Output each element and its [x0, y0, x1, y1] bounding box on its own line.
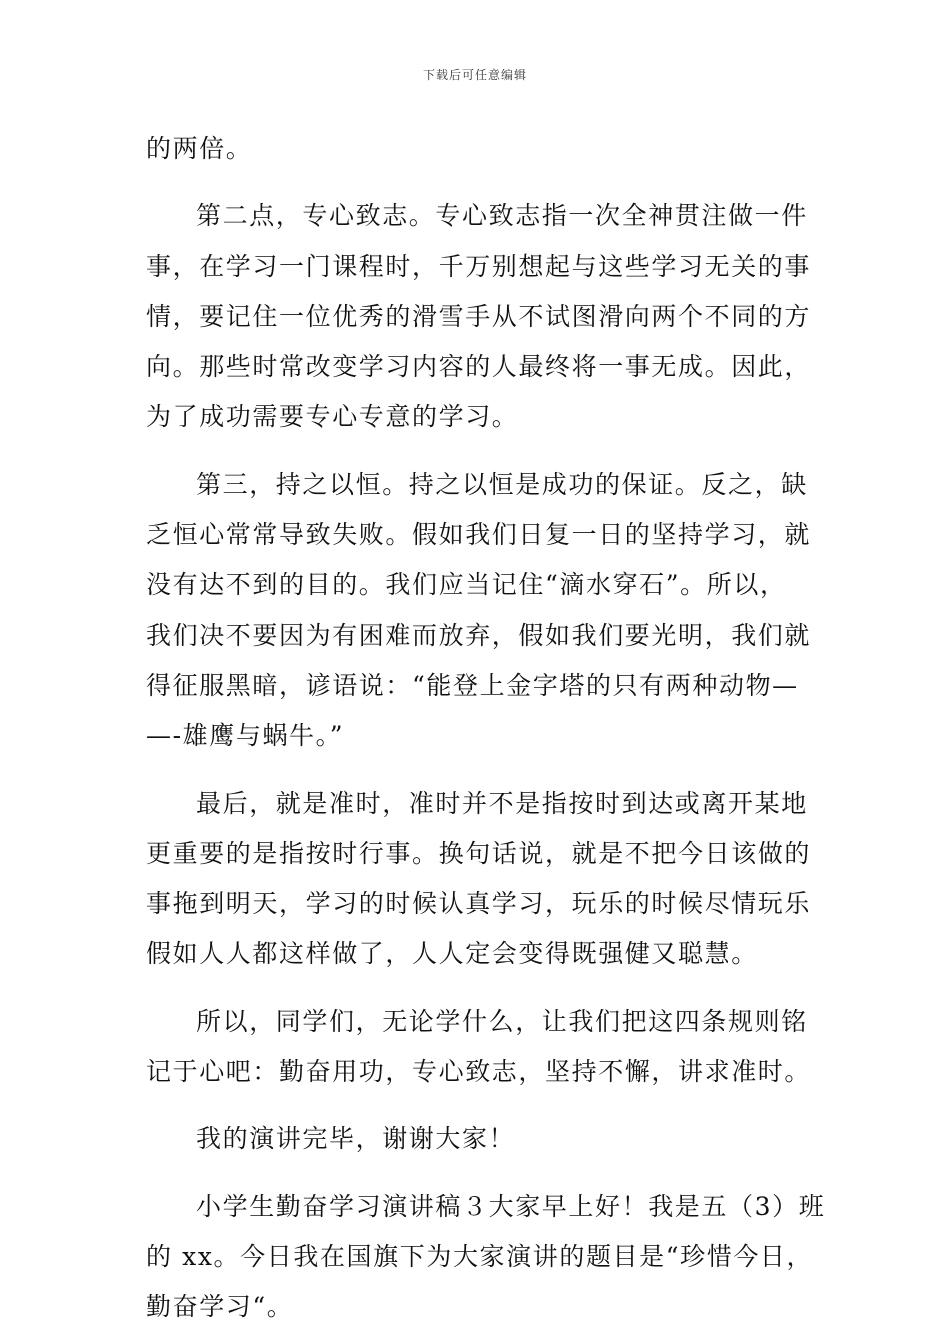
text-line: 更重要的是指按时行事。换句话说，就是不把今日该做的 [146, 838, 812, 868]
text-line: 假如人人都这样做了，人人定会变得既强健又聪慧。 [146, 939, 758, 969]
text-line: 为了成功需要专心专意的学习。 [146, 402, 519, 432]
text-line: 没有达不到的目的。我们应当记住“滴水穿石”。所以， [146, 570, 787, 600]
text-line: 最后，就是准时，准时并不是指按时到达或离开某地 [196, 788, 808, 818]
text-line: 我们决不要因为有困难而放弃，假如我们要光明，我们就 [146, 620, 812, 650]
text-line: 勤奋学习“。 [146, 1292, 294, 1322]
text-line: 向。那些时常改变学习内容的人最终将一事无成。因此， [146, 352, 812, 382]
paragraph [146, 460, 812, 762]
text-line: 的 xx。今日我在国旗下为大家演讲的题目是“珍惜今日， [146, 1241, 814, 1271]
paragraph [146, 1182, 826, 1333]
paragraph [146, 1114, 806, 1164]
text-line: 的两倍。 [146, 134, 253, 163]
paragraph [146, 997, 812, 1098]
text-line: 记于心吧：勤奋用功，专心致志，坚持不懈，讲求准时。 [146, 1057, 812, 1087]
text-line: 情，要记住一位优秀的滑雪手从不试图滑向两个不同的方 [146, 301, 812, 331]
document-body [146, 124, 826, 1333]
paragraph [146, 191, 812, 442]
text-line: 第二点，专心致志。专心致志指一次全神贯注做一件 [196, 201, 808, 231]
text-line: 乏恒心常常导致失败。假如我们日复一日的坚持学习，就 [146, 520, 812, 550]
text-line: 我的演讲完毕，谢谢大家！ [196, 1124, 516, 1154]
text-line: 小学生勤奋学习演讲稿３大家早上好！我是五（3）班 [196, 1191, 826, 1221]
text-line: 事拖到明天，学习的时候认真学习，玩乐的时候尽情玩乐 [146, 889, 812, 919]
text-line: —-雄鹰与蜗牛。” [146, 721, 345, 751]
paragraph [146, 779, 812, 980]
paragraph [146, 124, 806, 174]
text-line: 第三，持之以恒。持之以恒是成功的保证。反之，缺 [196, 469, 808, 499]
text-line: 所以，同学们，无论学什么，让我们把这四条规则铭 [196, 1006, 808, 1036]
page-header: 下载后可任意编辑 [422, 68, 527, 82]
text-line: 事，在学习一门课程时，千万别想起与这些学习无关的事 [146, 251, 812, 281]
text-line: 得征服黑暗，谚语说：“能登上金字塔的只有两种动物— [146, 670, 799, 700]
